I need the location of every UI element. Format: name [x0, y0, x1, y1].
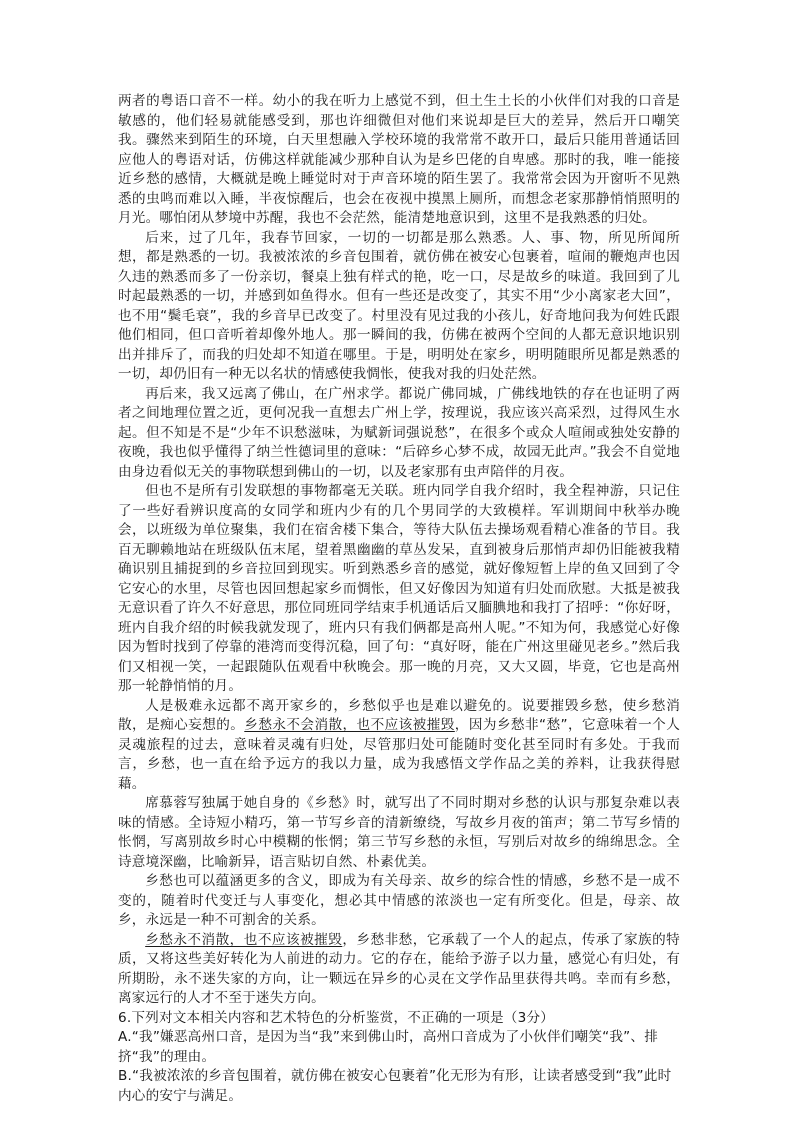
paragraph-text: 两者的粤语口音不一样。幼小的我在听力上感觉不到，但土生土长的小伙伴们对我的口音是敏感的，他们轻易就能感受到，那也许细微但对他们来说却是巨大的差异，然后开口嘲笑我。骤然来到陌生的环境，白天里想融入学校环境的我常常不敢开口，最后只能用普通话回应他人的粤语对话，仿佛这样就能减少那种自认为是乡巴佬的自卑感。那时的我，唯一能接近乡愁的感情，大概就是晚上睡觉时对于声音环境的陌生罢了。我常常会因为开窗听不见熟悉的虫鸣而难以入睡，半夜惊醒后，也会在夜视中摸黑上厕所，而想念老家那静悄悄照明的月光。哪怕闭从梦境中苏醒，我也不会茫然，能清楚地意识到，这里不是我熟悉的归处。 [118, 93, 680, 226]
paragraph-text: 席慕蓉写独属于她自身的《乡愁》时，就写出了不同时期对乡愁的认识与那复杂难以表味的情感。全诗短小精巧，第一节写乡音的清新缭绕，写故乡月夜的笛声；第二节写乡情的怅惘，写离别故乡时心中模糊的怅惘；第三节写乡愁的永恒，写别后对故乡的绵绵思念。全诗意境深幽，比喻新异，语言贴切自然、朴素优美。 [118, 795, 680, 870]
answer-option: B.“我被浓浓的乡音包围着，就仿佛在被安心包裹着”化无形为有形，让读者感受到“我”此时内心的安宁与满足。 [118, 1068, 672, 1104]
paragraph [118, 385, 680, 483]
paragraph [118, 872, 680, 931]
question-options [118, 1028, 680, 1106]
paragraph [118, 697, 680, 795]
document-page [118, 92, 680, 1106]
underlined-sentence: 乡愁永不会消散，也不应该被摧毁 [244, 717, 455, 733]
article-body [118, 92, 680, 1009]
question-title: 6.下列对文本相关内容和艺术特色的分析鉴赏，不正确的一项是（3分） [118, 1009, 555, 1026]
paragraph [118, 482, 680, 697]
paragraph-text: 后来，过了几年，我春节回家，一切的一切都是那么熟悉。人、事、物，所见所闻所想，都是熟悉的一切。我被浓浓的乡音包围着，就仿佛在被安心包裹着，喧闹的鞭炮声也因久违的熟悉而多了一份亲切，餐桌上独有样式的艳，吃一口，尽是故乡的味道。我回到了儿时起最熟悉的一切，并感到如鱼得水。但有一些还是改变了，其实不用“少小离家老大回”，也不用“鬓毛衰”，我的乡音早已改变了。村里没有见过我的小孩儿，好奇地问我为何姓氏跟他们相同，但口音听着却像外地人。那一瞬间的我，仿佛在被两个空间的人都无意识地识别出并排斥了，而我的归处却不知道在哪里。于是，明明处在家乡，明明随眼所见都是熟悉的一切，却仍旧有一种无以名状的情感使我惆怅，使我对我的归处茫然。 [118, 229, 680, 382]
paragraph [118, 229, 680, 385]
paragraph [118, 794, 680, 872]
paragraph-text: ，乡愁非愁，它承载了一个人的起点，传承了家族的特质，又将这些美好转化为人前进的动力。它的存在，能给予游子以力量，感觉心有归处，有所期盼，永不迷失家的方向，让一颗远在异乡的心灵在文学作品里获得共鸣。幸而有乡愁，离家远行的人才不至于迷失方向。 [118, 931, 680, 1006]
underlined-sentence: 乡愁永不消散，也不应该被摧毁 [145, 931, 343, 948]
paragraph-text: ，因为乡愁非“愁”，它意味着一个人灵魂旅程的过去，意味着灵魂有归处，尽管那归处可能随时变化甚至同时有多处。于我而言，乡愁，也一直在给予远方的我以力量，成为我感悟文学作品之美的养料，让我获得慰藉。 [118, 717, 681, 792]
paragraph [118, 92, 680, 229]
paragraph-text: 再后来，我又远离了佛山，在广州求学。都说广佛同城，广佛线地铁的存在也证明了两者之间地理位置之近，更何况我一直想去广州上学，按理说，我应该兴高采烈，过得风生水起。但不知是不是“少年不识愁滋味，为赋新词强说愁”，在很多个或众人喧闹或独处安静的夜晚，我也似乎懂得了纳兰性德词里的意味：“后碎乡心梦不成，故园无此声。”我会不自觉地由身边看似无关的事物联想到佛山的一切，以及老家那有虫声陪伴的月夜。 [118, 385, 680, 480]
paragraph [118, 931, 680, 1009]
answer-option: A.“我”嫌恶高州口音，是因为当“我”来到佛山时，高州口音成为了小伙伴们嘲笑“我”、排挤“我”的理由。 [118, 1029, 659, 1065]
paragraph-text: 人是极难永远都不离开家乡的，乡愁似乎也是难以避免的。说要摧毁乡愁，使乡愁消散，是痴心妄想的。 [118, 697, 680, 733]
paragraph-text: 乡愁也可以蕴涵更多的含义，即成为有关母亲、故乡的综合性的情感，乡愁不是一成不变的，随着时代变迁与人事变化，想必其中情感的浓淡也一定有所变化。但是，母亲、故乡，永远是一种不可割舍的关系。 [118, 873, 680, 928]
paragraph-text: 但也不是所有引发联想的事物都毫无关联。班内同学自我介绍时，我全程神游，只记住了一些好看辨识度高的女同学和班内少有的几个男同学的大致模样。军训期间中秋举办晚会，以班级为单位聚集，我们在宿舍楼下集合，等待大队伍去操场观看精心准备的节目。我百无聊赖地站在班级队伍末尾，望着黑幽幽的草丛发呆，直到被身后那悄声却仍旧能被我精确识别且捕捉到的乡音拉回到现实。听到熟悉乡音的感觉，就好像短暂上岸的鱼又回到了令它安心的水里，尽管也因回想起家乡而惆怅，但又好像因为知道有归处而欣慰。大抵是被我无意识看了许久不好意思，那位同班同学结束手机通话后又腼腆地和我打了招呼：“你好呀，班内自我介绍的时候我就发现了，班内只有我们俩都是高州人呢。”不知为何，我感觉心好像因为暂时找到了停靠的港湾而变得沉稳，回了句：“真好呀，能在广州这里碰见老乡。”然后我们又相视一笑，一起跟随队伍观看中秋晚会。那一晚的月亮，又大又圆，毕竟，它也是高州那一轮静悄悄的月。 [118, 483, 680, 694]
